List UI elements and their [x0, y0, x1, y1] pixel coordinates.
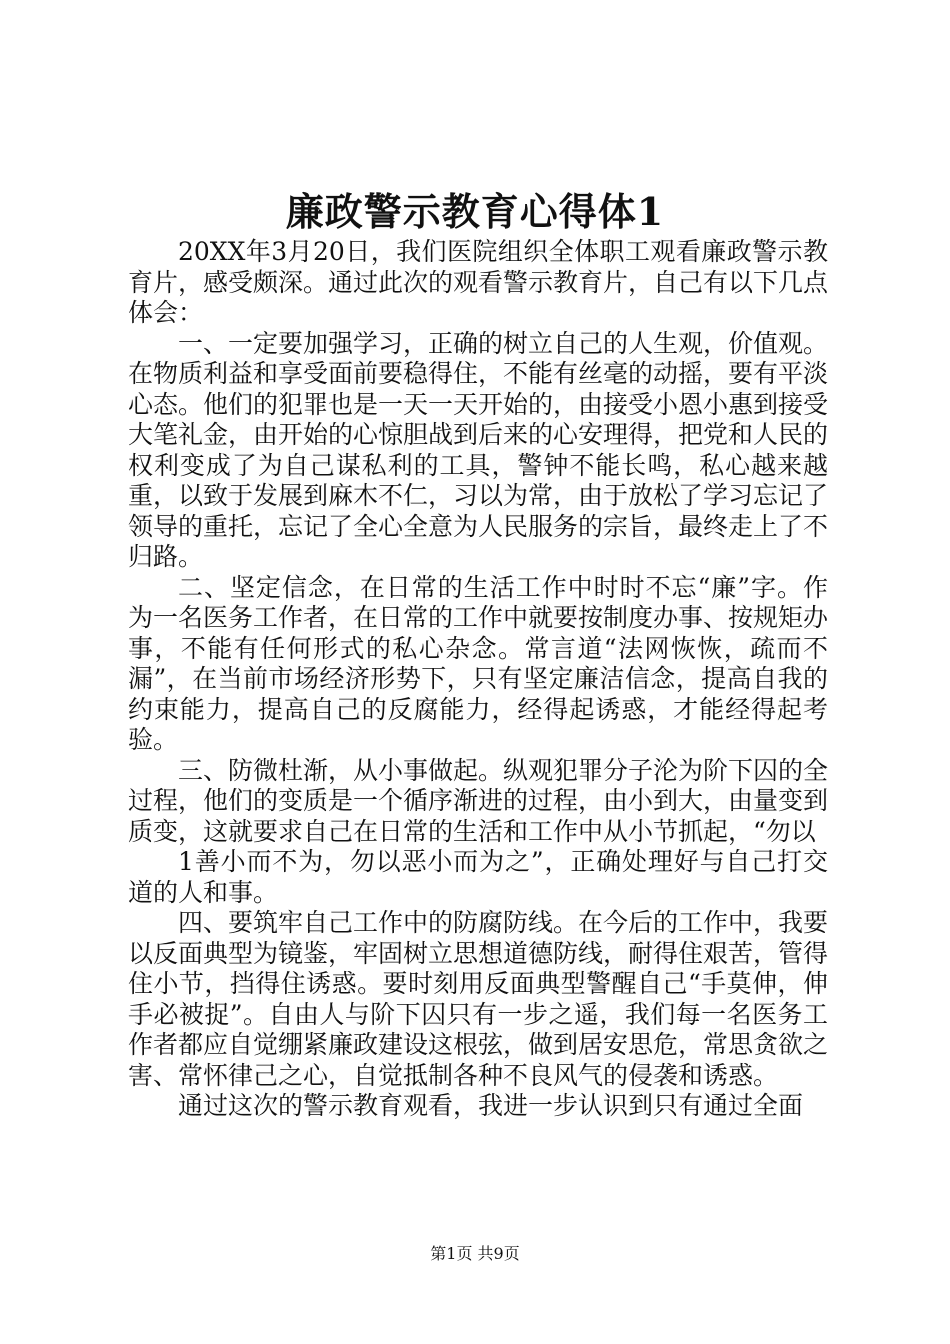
document-body	[128, 237, 828, 1122]
document-title: 廉政警示教育心得体1	[285, 189, 665, 234]
paragraph-conclusion: 通过这次的警示教育观看，我进一步认识到只有通过全面	[178, 1091, 804, 1120]
paragraph-point-2: 二、坚定信念，在日常的生活工作中时时不忘“廉”字。作为一名医务工作者，在日常的工作中就要按制度办事、按规矩办事，不能有任何形式的私心杂念。常言道“法网恢恢，疏而不漏”，在当前市场经济形势下，只有坚定廉洁信念，提高自我的约束能力，提高自己的反腐能力，经得起诱惑，才能经得起考验。	[128, 572, 829, 754]
paragraph-intro: 20XX年3月20日，我们医院组织全体职工观看廉政警示教育片，感受颇深。通过此次的观看警示教育片，自己有以下几点体会：	[128, 237, 829, 327]
page-number-footer: 第1页 共9页	[430, 1244, 520, 1263]
paragraph-point-3: 三、防微杜渐，从小事做起。纵观犯罪分子沦为阶下囚的全过程，他们的变质是一个循序渐进的过程，由小到大，由量变到质变，这就要求自己在日常的生活和工作中从小节抓起，“勿以	[128, 755, 829, 846]
paragraph-point-4: 四、要筑牢自己工作中的防腐防线。在今后的工作中，我要以反面典型为镜鉴，牢固树立思想道德防线，耐得住艰苦，管得住小节，挡得住诱惑。要时刻用反面典型警醒自己“手莫伸，伸手必被捉”。自由人与阶下囚只有一步之遥，我们每一名医务工作者都应自觉绷紧廉政建设这根弦，做到居安思危，常思贪欲之害、常怀律己之心，自觉抵制各种不良风气的侵袭和诱惑。	[128, 908, 829, 1090]
paragraph-point-3-continued: 1善小而不为，勿以恶小而为之”，正确处理好与自己打交道的人和事。	[128, 847, 828, 907]
paragraph-point-1: 一、一定要加强学习，正确的树立自己的人生观，价值观。在物质利益和享受面前要稳得住，不能有丝毫的动摇，要有平淡心态。他们的犯罪也是一天一天开始的，由接受小恩小惠到接受大笔礼金，由开始的心惊胆战到后来的心安理得，把党和人民的权利变成了为自己谋私利的工具，警钟不能长鸣，私心越来越重，以致于发展到麻木不仁，习以为常，由于放松了学习忘记了领导的重托，忘记了全心全意为人民服务的宗旨，最终走上了不归路。	[128, 328, 829, 571]
